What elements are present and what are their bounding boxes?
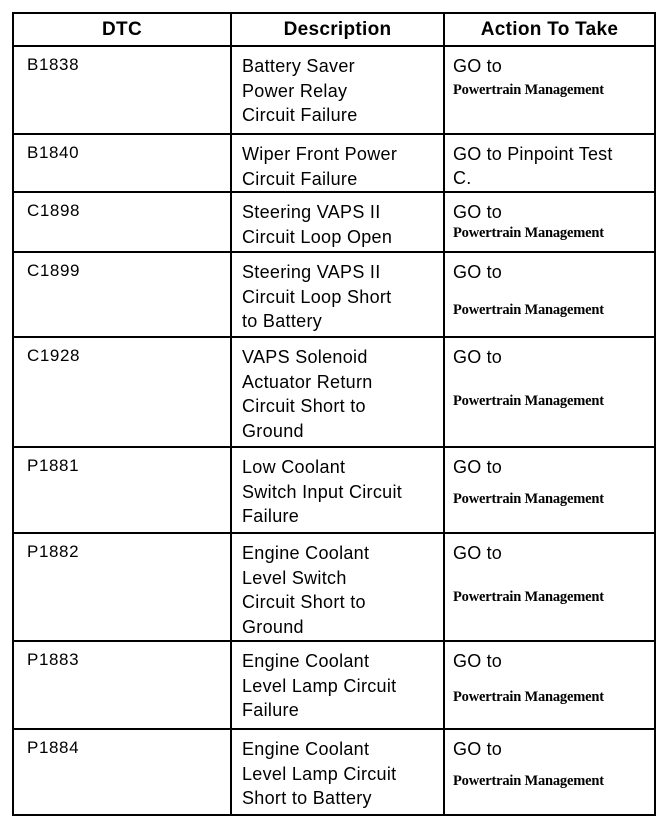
dtc-code: C1899 [13, 252, 231, 337]
dtc-description [231, 641, 444, 729]
dtc-table [12, 12, 656, 816]
description-line: Engine Coolant [242, 651, 370, 671]
action-text: GO to [453, 262, 503, 282]
action-text: GO to [453, 739, 503, 759]
action-text: GO to [453, 457, 503, 477]
dtc-description [231, 337, 444, 447]
action-link[interactable]: Powertrain Management [453, 689, 604, 705]
table-row [13, 447, 655, 533]
action-to-take [444, 252, 655, 337]
description-line: Battery Saver [242, 56, 355, 76]
description-line: Failure [242, 700, 300, 720]
description-line: VAPS Solenoid [242, 347, 368, 367]
description-line: Level Lamp Circuit [242, 763, 397, 784]
table-row [13, 252, 655, 337]
description-line: Engine Coolant [242, 739, 370, 759]
dtc-code: C1898 [13, 192, 231, 252]
action-to-take [444, 533, 655, 641]
description-line: Actuator Return [242, 371, 373, 392]
dtc-code: P1881 [13, 447, 231, 533]
dtc-code: B1840 [13, 134, 231, 192]
table-row [13, 729, 655, 815]
dtc-code: P1883 [13, 641, 231, 729]
description-line: Low Coolant [242, 457, 346, 477]
description-line: to Battery [242, 311, 323, 331]
action-link[interactable]: Powertrain Management [453, 82, 604, 98]
action-link[interactable]: C. [453, 168, 472, 188]
description-line: Level Lamp Circuit [242, 675, 397, 696]
dtc-description [231, 729, 444, 815]
header-description: Description [231, 13, 444, 46]
description-line: Circuit Loop Short [242, 286, 392, 307]
description-line: Circuit Failure [242, 168, 358, 189]
action-text: GO to [453, 347, 503, 367]
description-line: Circuit Failure [242, 105, 358, 125]
action-text: GO to [453, 202, 503, 222]
dtc-code: C1928 [13, 337, 231, 447]
action-to-take [444, 729, 655, 815]
description-line: Circuit Loop Open [242, 226, 393, 247]
action-link[interactable]: Powertrain Management [453, 393, 604, 409]
dtc-description [231, 192, 444, 252]
action-link[interactable]: Powertrain Management [453, 225, 604, 241]
description-line: Power Relay [242, 80, 348, 101]
table-row [13, 192, 655, 252]
action-link[interactable]: Powertrain Management [453, 589, 604, 605]
description-line: Circuit Short to [242, 592, 366, 612]
dtc-description [231, 533, 444, 641]
action-text: GO to Pinpoint Test [453, 144, 613, 164]
description-line: Circuit Short to [242, 396, 366, 416]
table-row [13, 533, 655, 641]
description-line: Ground [242, 420, 304, 441]
dtc-code: P1884 [13, 729, 231, 815]
action-to-take [444, 192, 655, 252]
action-to-take [444, 641, 655, 729]
description-line: Short to Battery [242, 788, 372, 808]
description-line: Level Switch [242, 567, 347, 588]
description-line: Failure [242, 506, 300, 526]
header-action: Action To Take [444, 13, 655, 46]
table-row [13, 46, 655, 134]
dtc-description [231, 134, 444, 192]
action-link[interactable]: Powertrain Management [453, 302, 604, 318]
description-line: Ground [242, 616, 304, 637]
dtc-description [231, 447, 444, 533]
action-link[interactable]: Powertrain Management [453, 491, 604, 507]
table-body [13, 46, 655, 815]
description-line: Steering VAPS II [242, 202, 381, 222]
table-row [13, 337, 655, 447]
action-to-take [444, 447, 655, 533]
description-line: Engine Coolant [242, 543, 370, 563]
dtc-description [231, 252, 444, 337]
description-line: Steering VAPS II [242, 262, 381, 282]
action-link[interactable]: Powertrain Management [453, 773, 604, 789]
dtc-description [231, 46, 444, 134]
description-line: Wiper Front Power [242, 144, 398, 164]
header-dtc: DTC [13, 13, 231, 46]
dtc-code: P1882 [13, 533, 231, 641]
action-to-take [444, 46, 655, 134]
table-row [13, 641, 655, 729]
table-row [13, 134, 655, 192]
action-text: GO to [453, 651, 503, 671]
action-to-take [444, 337, 655, 447]
action-text: GO to [453, 543, 503, 563]
action-text: GO to [453, 56, 503, 76]
header-row [13, 13, 655, 46]
dtc-code: B1838 [13, 46, 231, 134]
description-line: Switch Input Circuit [242, 481, 403, 502]
action-to-take [444, 134, 655, 192]
